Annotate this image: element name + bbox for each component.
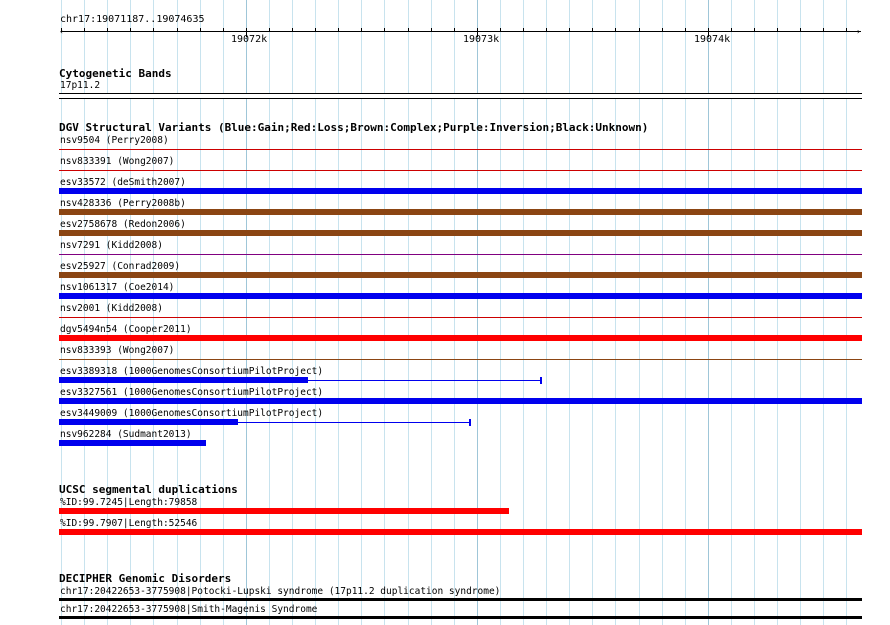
- ruler-tick-label: 19073k: [463, 34, 500, 45]
- dgv-item-label: nsv2001 (Kidd2008): [60, 303, 163, 314]
- track-title-segdups: UCSC segmental duplications: [59, 483, 238, 496]
- ruler-left-arrow[interactable]: ‹: [59, 27, 64, 36]
- dgv-item-label: esv3449009 (1000GenomesConsortiumPilotProject): [60, 408, 324, 419]
- segdup-item-label: %ID:99.7907|Length:52546: [60, 518, 198, 529]
- dgv-item-label: esv25927 (Conrad2009): [60, 261, 181, 272]
- decipher-item-label: chr17:20422653-3775908|Smith-Magenis Syndrome: [60, 604, 318, 615]
- dgv-item-label: nsv1061317 (Coe2014): [60, 282, 175, 293]
- decipher-item-bar[interactable]: [59, 598, 862, 601]
- dgv-item-label: nsv7291 (Kidd2008): [60, 240, 163, 251]
- dgv-item-label: esv3327561 (1000GenomesConsortiumPilotProject): [60, 387, 324, 398]
- dgv-item-bar[interactable]: [59, 377, 308, 383]
- dgv-item-extension-cap: [540, 377, 542, 384]
- dgv-item-label: nsv9504 (Perry2008): [60, 135, 169, 146]
- dgv-item-label: esv2758678 (Redon2006): [60, 219, 186, 230]
- segdup-item-bar[interactable]: [59, 529, 862, 535]
- dgv-item-label: dgv5494n54 (Cooper2011): [60, 324, 192, 335]
- dgv-item-label: esv33572 (deSmith2007): [60, 177, 186, 188]
- dgv-item-extension-cap: [469, 419, 471, 426]
- ruler-tick-label: 19074k: [694, 34, 731, 45]
- dgv-item-bar[interactable]: [59, 440, 206, 446]
- decipher-item-bar[interactable]: [59, 616, 862, 619]
- ruler-right-arrow[interactable]: ›: [856, 27, 861, 36]
- dgv-item-bar[interactable]: [59, 254, 862, 255]
- dgv-item-bar[interactable]: [59, 272, 862, 278]
- dgv-item-label: nsv428336 (Perry2008b): [60, 198, 186, 209]
- segdup-item-bar[interactable]: [59, 508, 509, 514]
- dgv-item-bar[interactable]: [59, 170, 862, 171]
- dgv-item-label: nsv962284 (Sudmant2013): [60, 429, 192, 440]
- cytoband-bar[interactable]: [59, 93, 862, 99]
- dgv-item-label: nsv833391 (Wong2007): [60, 156, 175, 167]
- track-title-dgv: DGV Structural Variants (Blue:Gain;Red:Loss;Brown:Complex;Purple:Inversion;Black:Unknown): [59, 121, 649, 134]
- dgv-item-label: esv3389318 (1000GenomesConsortiumPilotProject): [60, 366, 324, 377]
- region-label: chr17:19071187..19074635: [60, 14, 205, 25]
- segdup-item-label: %ID:99.7245|Length:79858: [60, 497, 198, 508]
- ruler-axis: [61, 31, 861, 32]
- dgv-item-bar[interactable]: [59, 335, 862, 341]
- track-title-decipher: DECIPHER Genomic Disorders: [59, 572, 232, 585]
- cytoband-label: 17p11.2: [60, 80, 101, 91]
- decipher-item-label: chr17:20422653-3775908|Potocki-Lupski syndrome (17p11.2 duplication syndrome): [60, 586, 501, 597]
- dgv-item-bar[interactable]: [59, 359, 862, 360]
- dgv-item-bar[interactable]: [59, 398, 862, 404]
- track-title-cytoband: Cytogenetic Bands: [59, 67, 172, 80]
- dgv-item-bar[interactable]: [59, 230, 862, 236]
- dgv-item-bar[interactable]: [59, 188, 862, 194]
- ruler-tick-label: 19072k: [231, 34, 268, 45]
- dgv-item-extension-line: [238, 422, 470, 423]
- dgv-item-bar[interactable]: [59, 317, 862, 318]
- dgv-item-extension-line: [308, 380, 541, 381]
- dgv-item-bar[interactable]: [59, 293, 862, 299]
- dgv-item-bar[interactable]: [59, 419, 238, 425]
- dgv-item-bar[interactable]: [59, 209, 862, 215]
- dgv-item-label: nsv833393 (Wong2007): [60, 345, 175, 356]
- dgv-item-bar[interactable]: [59, 149, 862, 150]
